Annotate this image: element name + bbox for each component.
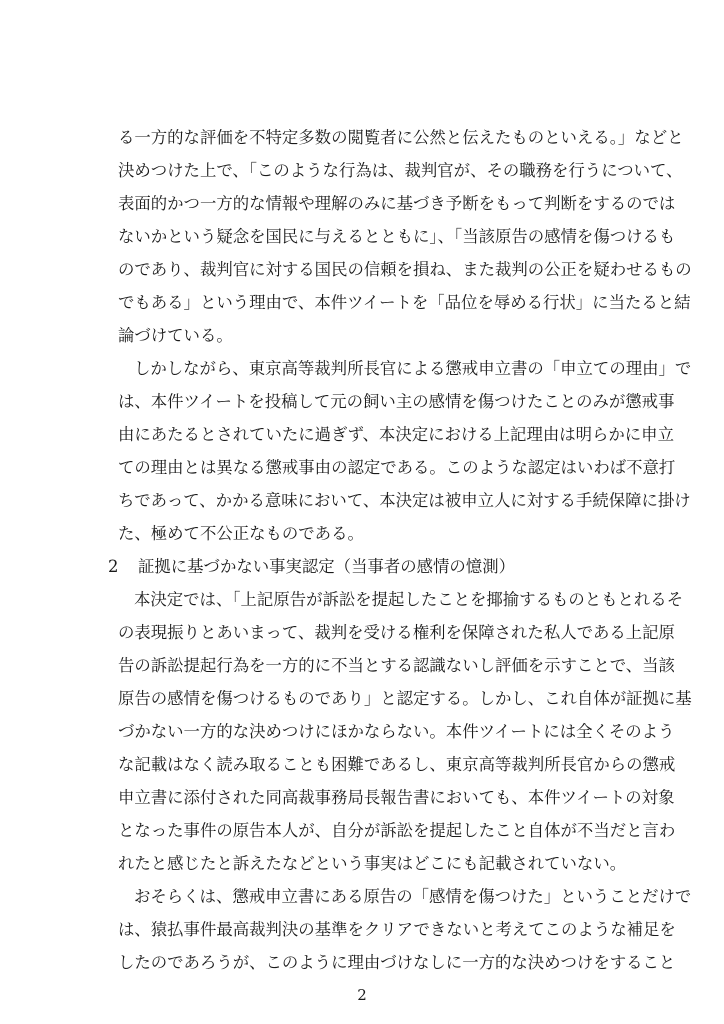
paragraph-line: 本決定では、「上記原告が訴訟を提起したことを揶揄するものともとれるそ (134, 590, 684, 609)
paragraph-line: しかしながら、東京高等裁判所長官による懲戒申立書の「申立ての理由」で (134, 359, 692, 378)
paragraph-line: 申立書に添付された同高裁事務局長報告書においても、本件ツイートの対象 (118, 788, 675, 807)
section-heading (108, 551, 628, 583)
paragraph-line: な記載はなく読み取ることも困難であるし、東京高等裁判所長官からの懲戒 (118, 755, 676, 774)
paragraph-line: は、本件ツイートを投稿して元の飼い主の感情を傷つけたことのみが懲戒事 (118, 392, 675, 411)
paragraph-line: 由にあたるとされていたに過ぎず、本決定における上記理由は明らかに申立 (118, 425, 674, 444)
paragraph-line: 論づけている。 (118, 326, 233, 345)
page-number: 2 (357, 986, 367, 1004)
paragraph-line: 決めつけた上で、「このような行為は、裁判官が、その職務を行うについて、 (118, 161, 683, 180)
paragraph-line: したのであろうが、このように理由づけなしに一方的な決めつけをすること (118, 953, 676, 972)
paragraph-line: た、極めて不公正なものである。 (118, 524, 364, 543)
paragraph-line: れたと感じたと訴えたなどという事実はどこにも記載されていない。 (118, 854, 627, 873)
paragraph-line: でもある」という理由で、本件ツイートを「品位を辱める行状」に当たると結 (118, 293, 691, 312)
paragraph-line: づかない一方的な決めつけにほかならない。本件ツイートには全くそのよう (118, 722, 675, 741)
paragraph-line: ないかという疑念を国民に与えるとともに」、「当該原告の感情を傷つけるも (118, 227, 676, 246)
section-number: 2 (108, 557, 119, 576)
paragraph-line: 原告の感情を傷つけるものであり」と認定する。しかし、これ自体が証拠に基 (118, 689, 692, 708)
paragraph-line: となった事件の原告本人が、自分が訴訟を提起したこと自体が不当だと言わ (118, 821, 676, 840)
paragraph-line: ちであって、かかる意味において、本決定は被申立人に対する手続保障に掛け (118, 491, 691, 510)
paragraph-line: 表面的かつ一方的な情報や理解のみに基づき予断をもって判断をするのでは (118, 194, 676, 213)
paragraph-line: のであり、裁判官に対する国民の信頼を損ね、また裁判の公正を疑わせるもの (118, 260, 692, 279)
paragraph-line: は、猿払事件最高裁判決の基準をクリアできないと考えてこのような補足を (118, 920, 676, 939)
paragraph-line: 告の訴訟提起行為を一方的に不当とする認識ないし評価を示すことで、当該 (118, 656, 675, 675)
section-title: 証拠に基づかない事実認定（当事者の感情の憶測） (138, 557, 515, 576)
paragraph-line: ての理由とは異なる懲戒事由の認定である。このような認定はいわば不意打 (118, 458, 676, 477)
paragraph-line: おそらくは、懲戒申立書にある原告の「感情を傷つけた」ということだけで (134, 887, 692, 906)
paragraph-line: る一方的な評価を不特定多数の閲覧者に公然と伝えたものといえる。」などと (118, 128, 684, 147)
paragraph-line: の表現振りとあいまって、裁判を受ける権利を保障された私人である上記原 (118, 623, 675, 642)
